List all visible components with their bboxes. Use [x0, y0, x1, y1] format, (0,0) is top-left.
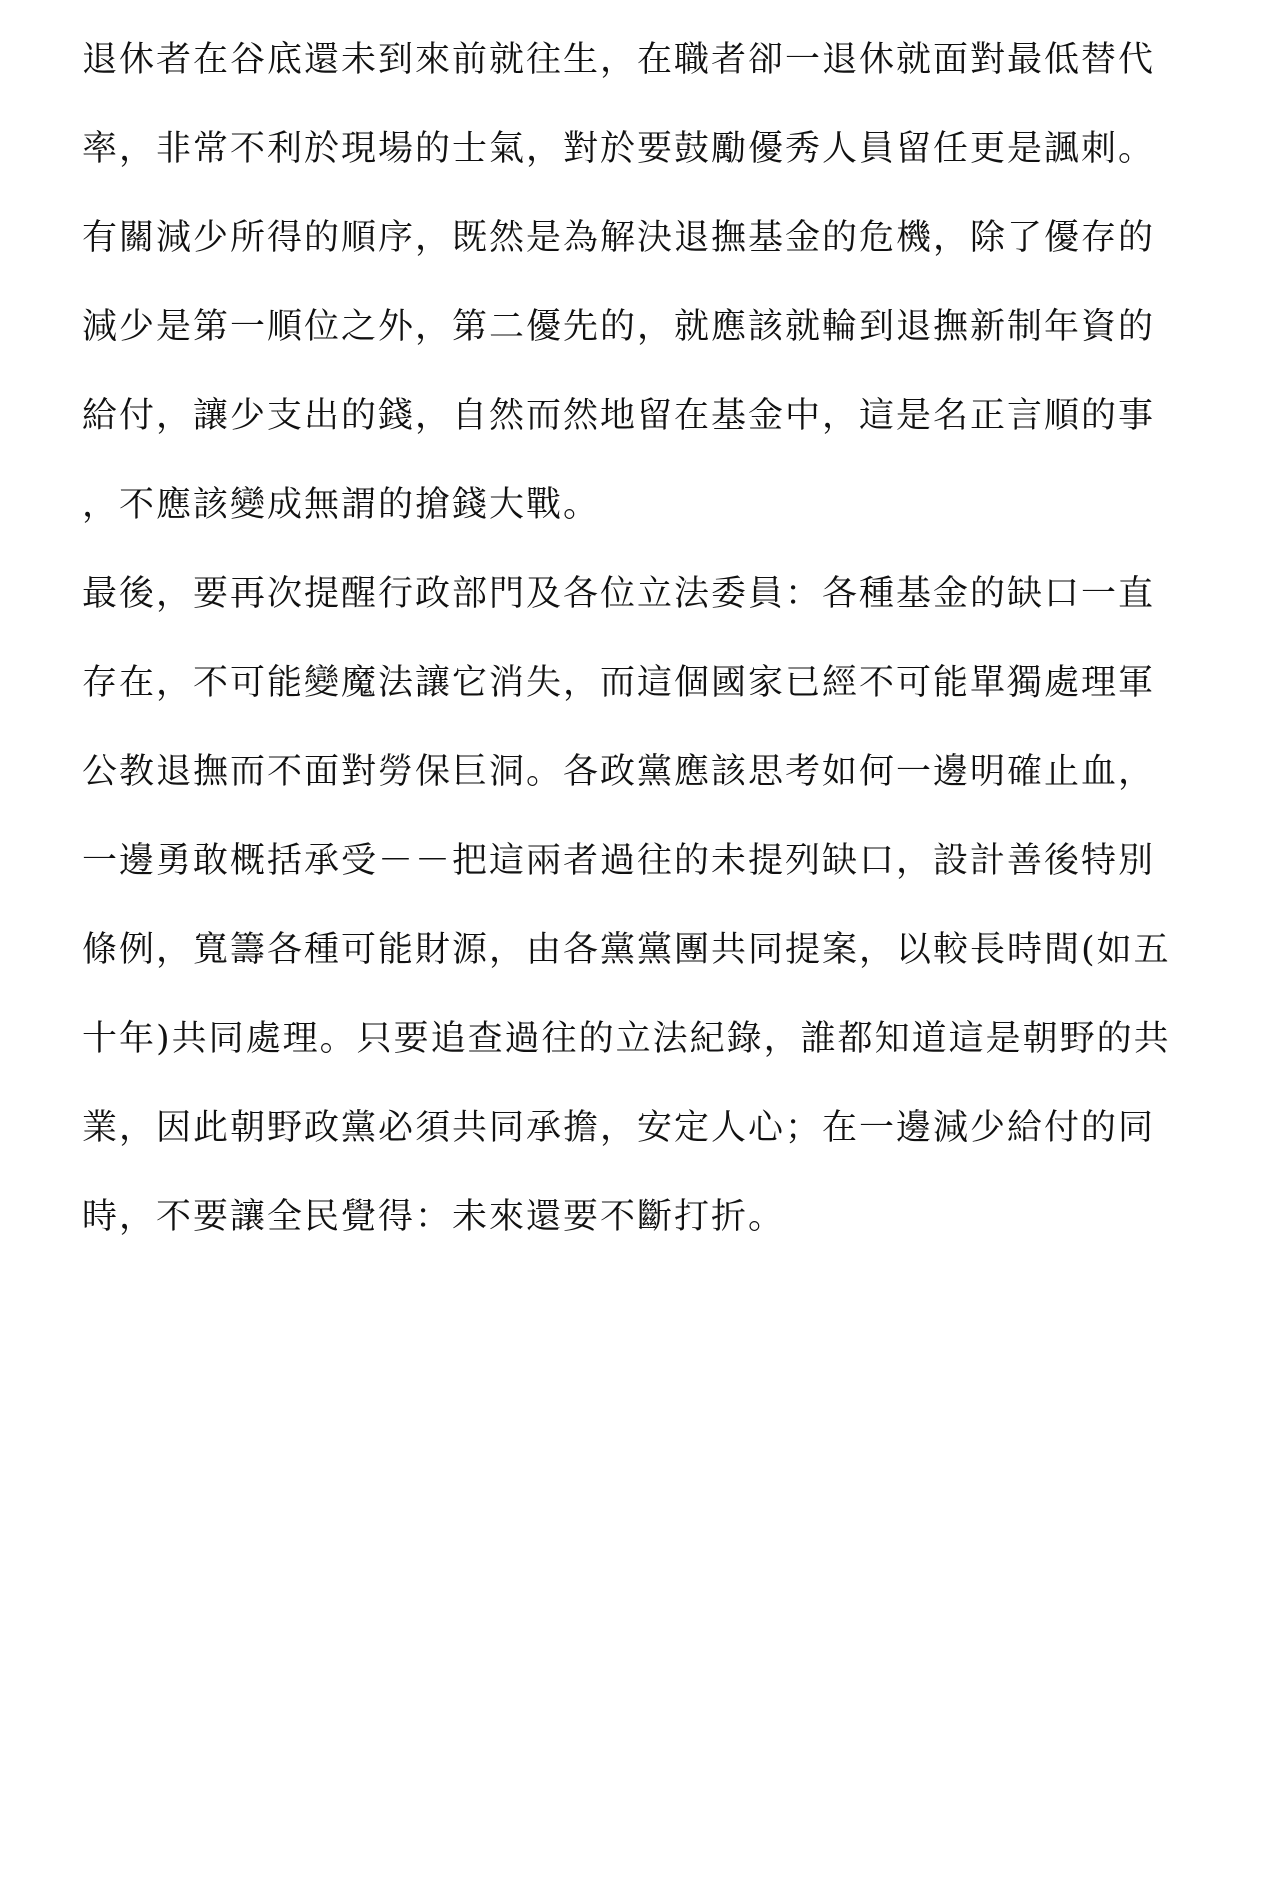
text-line: ，不應該變成無謂的搶錢大戰。 [82, 485, 601, 525]
text-line: 減少是第一順位之外，第二優先的，就應該就輪到退撫新制年資的 [82, 307, 1156, 347]
text-line: 條例，寬籌各種可能財源，由各黨黨團共同提案，以較長時間(如五 [82, 930, 1171, 970]
text-line: 業，因此朝野政黨必須共同承擔，安定人心；在一邊減少給付的同 [82, 1108, 1156, 1148]
body-text [82, 28, 1222, 1274]
text-line: 率，非常不利於現場的士氣，對於要鼓勵優秀人員留任更是諷刺。 [82, 129, 1156, 169]
text-line: 退休者在谷底還未到來前就往生，在職者卻一退休就面對最低替代 [82, 40, 1156, 80]
text-line: 時，不要讓全民覺得：未來還要不斷打折。 [82, 1197, 786, 1237]
text-line: 公教退撫而不面對勞保巨洞。各政黨應該思考如何一邊明確止血， [82, 752, 1156, 792]
text-line: 十年)共同處理。只要追查過往的立法紀錄，誰都知道這是朝野的共 [82, 1019, 1171, 1059]
text-line: 最後，要再次提醒行政部門及各位立法委員：各種基金的缺口一直 [82, 574, 1156, 614]
text-line: 一邊勇敢概括承受－－把這兩者過往的未提列缺口，設計善後特別 [82, 841, 1156, 881]
text-line: 給付，讓少支出的錢，自然而然地留在基金中，這是名正言順的事 [82, 396, 1156, 436]
text-line: 存在，不可能變魔法讓它消失，而這個國家已經不可能單獨處理軍 [82, 663, 1156, 703]
text-line: 有關減少所得的順序，既然是為解決退撫基金的危機，除了優存的 [82, 218, 1156, 258]
